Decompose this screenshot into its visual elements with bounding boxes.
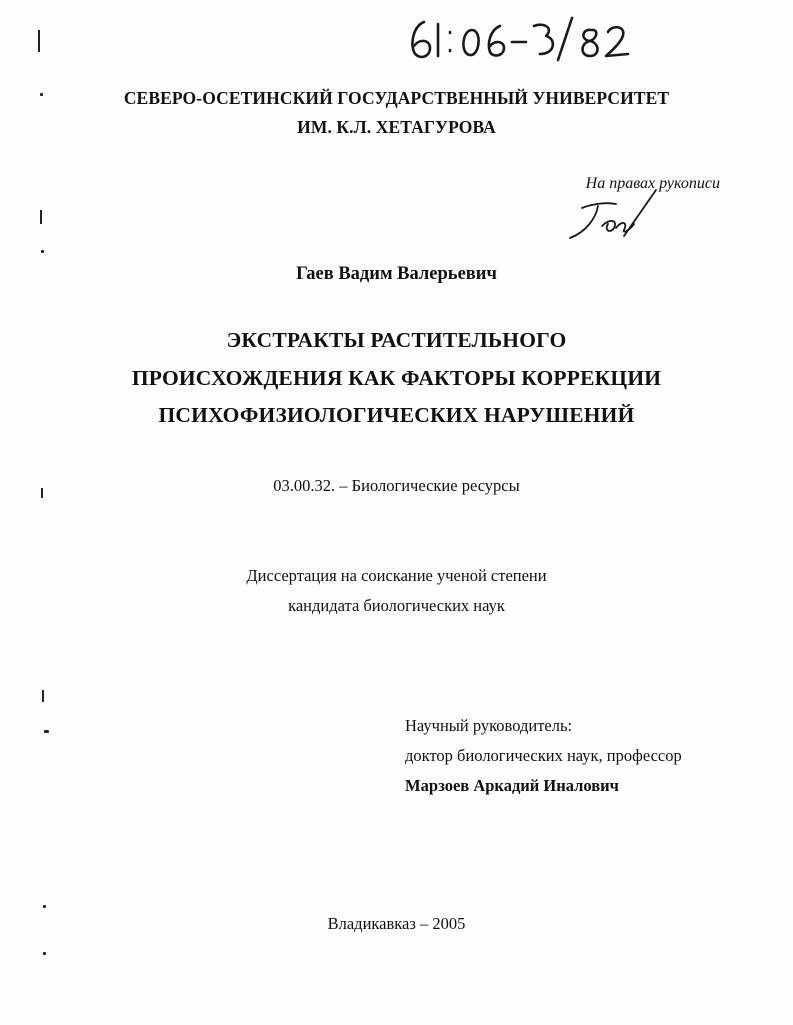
scan-artifact [42, 690, 44, 702]
handwritten-archive-code [400, 8, 640, 64]
supervisor-degree: доктор биологических наук, профессор [405, 746, 682, 765]
manuscript-rights-note: На правах рукописи [585, 175, 720, 192]
degree-statement-line1: Диссертация на соискание ученой степени [246, 566, 547, 585]
dissertation-title-line2: ПРОИСХОЖДЕНИЯ КАК ФАКТОРЫ КОРРЕКЦИИ [131, 366, 662, 390]
supervisor-name: Марзоев Аркадий Иналович [405, 776, 619, 795]
scan-artifact [40, 210, 42, 224]
scan-artifact [43, 952, 46, 955]
supervisor-label: Научный руководитель: [405, 716, 573, 735]
scan-artifact [44, 730, 49, 733]
university-name-line1: СЕВЕРО-ОСЕТИНСКИЙ ГОСУДАРСТВЕННЫЙ УНИВЕРСИТЕТ [123, 88, 670, 108]
scan-artifact [38, 30, 40, 52]
author-name: Гаев Вадим Валерьевич [296, 264, 497, 284]
scan-artifact [41, 250, 44, 253]
scan-artifact [43, 905, 46, 908]
handwritten-signature [562, 188, 662, 248]
dissertation-title-line3: ПСИХОФИЗИОЛОГИЧЕСКИХ НАРУШЕНИЙ [158, 403, 635, 427]
university-name-line2: ИМ. К.Л. ХЕТАГУРОВА [297, 117, 496, 137]
degree-statement-line2: кандидата биологических наук [288, 596, 505, 615]
place-and-year: Владикавказ – 2005 [327, 914, 466, 933]
dissertation-title-line1: ЭКСТРАКТЫ РАСТИТЕЛЬНОГО [226, 328, 567, 352]
specialty-code: 03.00.32. – Биологические ресурсы [273, 476, 520, 495]
